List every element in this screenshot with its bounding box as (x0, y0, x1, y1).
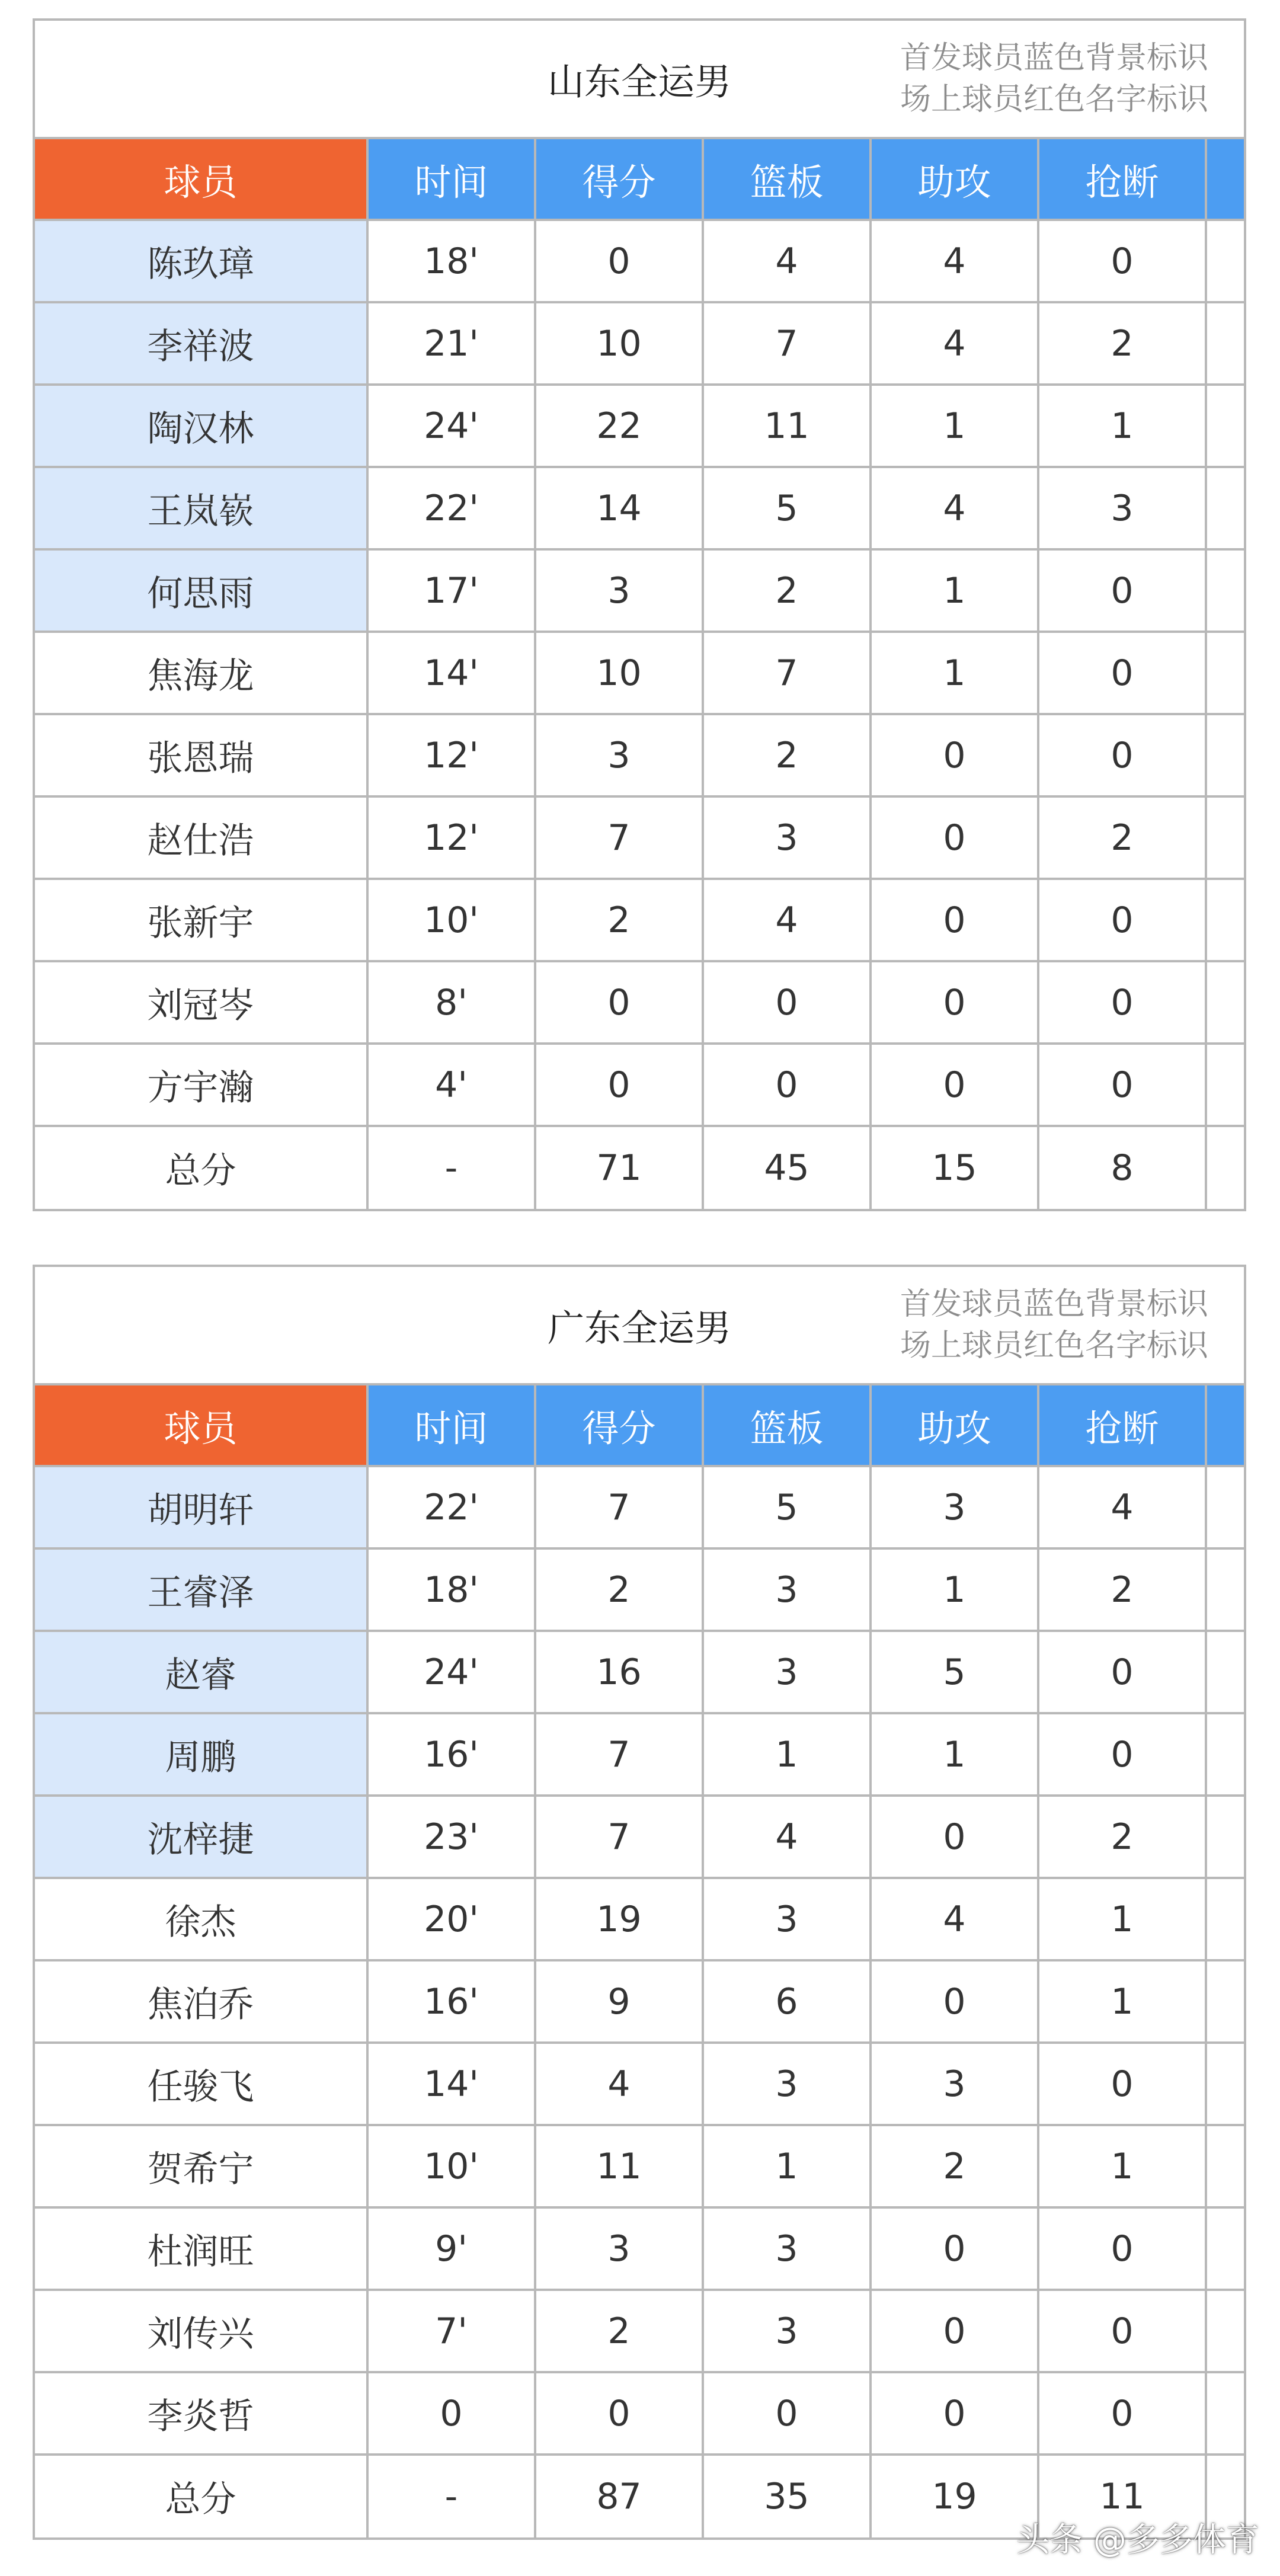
player-points: 0 (535, 961, 703, 1044)
player-rebounds: 0 (703, 2372, 871, 2455)
player-time: 16' (367, 1960, 535, 2043)
player-steals: 2 (1038, 1796, 1206, 1878)
player-time: 21' (367, 302, 535, 385)
player-steals: 0 (1038, 2372, 1206, 2455)
total-steals: 11 (1038, 2455, 1206, 2539)
player-assists: 0 (871, 714, 1038, 796)
total-time: - (367, 1126, 535, 1210)
player-points: 22 (535, 385, 703, 467)
extra-cell (1206, 1796, 1245, 1878)
player-name: 杜润旺 (34, 2207, 367, 2290)
player-time: 0 (367, 2372, 535, 2455)
header-player: 球员 (34, 138, 367, 220)
extra-cell (1206, 1713, 1245, 1796)
player-time: 7' (367, 2290, 535, 2372)
player-rebounds: 7 (703, 302, 871, 385)
player-name: 陶汉林 (34, 385, 367, 467)
player-rebounds: 3 (703, 2290, 871, 2372)
extra-cell (1206, 467, 1245, 549)
column-header-row (34, 138, 1245, 220)
player-assists: 3 (871, 1466, 1038, 1548)
player-row (34, 2207, 1245, 2290)
player-row (34, 1044, 1245, 1126)
player-points: 19 (535, 1878, 703, 1960)
player-assists: 0 (871, 796, 1038, 879)
header-assists: 助攻 (871, 138, 1038, 220)
header-points: 得分 (535, 138, 703, 220)
player-time: 18' (367, 220, 535, 302)
header-rebounds: 篮板 (703, 138, 871, 220)
player-points: 7 (535, 1796, 703, 1878)
player-assists: 0 (871, 2372, 1038, 2455)
player-name: 胡明轩 (34, 1466, 367, 1548)
player-points: 0 (535, 220, 703, 302)
player-time: 10' (367, 879, 535, 961)
player-name: 赵仕浩 (34, 796, 367, 879)
player-name: 王岚嵚 (34, 467, 367, 549)
team-stats-table (33, 1265, 1246, 2540)
extra-cell (1206, 2125, 1245, 2207)
player-assists: 4 (871, 220, 1038, 302)
player-steals: 0 (1038, 2290, 1206, 2372)
player-row (34, 1713, 1245, 1796)
player-assists: 0 (871, 879, 1038, 961)
player-time: 16' (367, 1713, 535, 1796)
player-steals: 0 (1038, 961, 1206, 1044)
player-assists: 0 (871, 961, 1038, 1044)
player-time: 12' (367, 796, 535, 879)
player-time: 20' (367, 1878, 535, 1960)
extra-cell (1206, 2043, 1245, 2125)
header-time: 时间 (367, 1384, 535, 1466)
player-time: 4' (367, 1044, 535, 1126)
player-rebounds: 4 (703, 1796, 871, 1878)
player-steals: 0 (1038, 549, 1206, 632)
legend-note (900, 37, 1208, 120)
player-points: 7 (535, 1466, 703, 1548)
player-points: 2 (535, 1548, 703, 1631)
extra-cell (1206, 1044, 1245, 1126)
player-name: 张恩瑞 (34, 714, 367, 796)
player-steals: 1 (1038, 2125, 1206, 2207)
player-steals: 0 (1038, 1044, 1206, 1126)
player-row (34, 1878, 1245, 1960)
extra-cell (1206, 1126, 1245, 1210)
player-assists: 4 (871, 302, 1038, 385)
player-name: 张新宇 (34, 879, 367, 961)
player-steals: 0 (1038, 220, 1206, 302)
player-name: 方宇瀚 (34, 1044, 367, 1126)
player-steals: 1 (1038, 385, 1206, 467)
extra-cell (1206, 302, 1245, 385)
legend-oncourt-note: 场上球员红色名字标识 (900, 1328, 1208, 1364)
extra-cell (1206, 961, 1245, 1044)
player-rebounds: 6 (703, 1960, 871, 2043)
player-rebounds: 5 (703, 467, 871, 549)
player-assists: 1 (871, 632, 1038, 714)
player-assists: 1 (871, 385, 1038, 467)
header-extra (1206, 1384, 1245, 1466)
player-row (34, 1548, 1245, 1631)
player-time: 18' (367, 1548, 535, 1631)
total-label: 总分 (34, 1126, 367, 1210)
player-rebounds: 2 (703, 549, 871, 632)
player-points: 3 (535, 549, 703, 632)
extra-cell (1206, 879, 1245, 961)
player-rebounds: 3 (703, 1878, 871, 1960)
player-row (34, 1960, 1245, 2043)
player-points: 2 (535, 2290, 703, 2372)
player-assists: 4 (871, 1878, 1038, 1960)
player-rebounds: 11 (703, 385, 871, 467)
player-points: 4 (535, 2043, 703, 2125)
legend-starter-note: 首发球员蓝色背景标识 (900, 1287, 1208, 1322)
player-row (34, 220, 1245, 302)
player-points: 14 (535, 467, 703, 549)
extra-cell (1206, 1631, 1245, 1713)
table-title-row (34, 1266, 1245, 1384)
player-row (34, 879, 1245, 961)
legend-oncourt-note: 场上球员红色名字标识 (900, 82, 1208, 117)
player-row (34, 796, 1245, 879)
header-extra (1206, 138, 1245, 220)
player-points: 7 (535, 1713, 703, 1796)
player-time: 14' (367, 2043, 535, 2125)
team-title: 山东全运男 (547, 60, 731, 104)
team-title: 广东全运男 (547, 1306, 731, 1350)
player-row (34, 714, 1245, 796)
player-points: 16 (535, 1631, 703, 1713)
player-rebounds: 2 (703, 714, 871, 796)
extra-cell (1206, 1548, 1245, 1631)
player-points: 0 (535, 2372, 703, 2455)
player-row (34, 2043, 1245, 2125)
player-assists: 0 (871, 1044, 1038, 1126)
extra-cell (1206, 632, 1245, 714)
player-steals: 3 (1038, 467, 1206, 549)
player-time: 24' (367, 1631, 535, 1713)
header-assists: 助攻 (871, 1384, 1038, 1466)
player-time: 8' (367, 961, 535, 1044)
player-row (34, 632, 1245, 714)
player-assists: 1 (871, 549, 1038, 632)
player-points: 10 (535, 302, 703, 385)
player-time: 12' (367, 714, 535, 796)
player-steals: 0 (1038, 1631, 1206, 1713)
player-steals: 0 (1038, 632, 1206, 714)
extra-cell (1206, 1466, 1245, 1548)
player-name: 刘传兴 (34, 2290, 367, 2372)
total-assists: 15 (871, 1126, 1038, 1210)
legend-starter-note: 首发球员蓝色背景标识 (900, 40, 1208, 76)
extra-cell (1206, 2372, 1245, 2455)
total-time: - (367, 2455, 535, 2539)
player-assists: 0 (871, 1960, 1038, 2043)
player-steals: 1 (1038, 1878, 1206, 1960)
total-rebounds: 35 (703, 2455, 871, 2539)
source-watermark: 头条 @多多体育 (1016, 2521, 1259, 2559)
player-rebounds: 4 (703, 879, 871, 961)
player-points: 3 (535, 714, 703, 796)
header-steals: 抢断 (1038, 138, 1206, 220)
extra-cell (1206, 1878, 1245, 1960)
player-assists: 0 (871, 1796, 1038, 1878)
player-name: 陈玖璋 (34, 220, 367, 302)
extra-cell (1206, 2290, 1245, 2372)
player-steals: 0 (1038, 2207, 1206, 2290)
player-rebounds: 1 (703, 2125, 871, 2207)
player-name: 焦泊乔 (34, 1960, 367, 2043)
extra-cell (1206, 220, 1245, 302)
extra-cell (1206, 1960, 1245, 2043)
player-points: 2 (535, 879, 703, 961)
extra-cell (1206, 714, 1245, 796)
player-row (34, 1466, 1245, 1548)
player-assists: 5 (871, 1631, 1038, 1713)
header-steals: 抢断 (1038, 1384, 1206, 1466)
player-name: 沈梓捷 (34, 1796, 367, 1878)
total-points: 87 (535, 2455, 703, 2539)
table-title-cell (34, 1266, 1245, 1384)
player-points: 9 (535, 1960, 703, 2043)
player-points: 11 (535, 2125, 703, 2207)
player-name: 徐杰 (34, 1878, 367, 1960)
player-steals: 0 (1038, 714, 1206, 796)
total-rebounds: 45 (703, 1126, 871, 1210)
player-time: 24' (367, 385, 535, 467)
player-steals: 1 (1038, 1960, 1206, 2043)
extra-cell (1206, 2207, 1245, 2290)
player-assists: 0 (871, 2290, 1038, 2372)
player-time: 22' (367, 1466, 535, 1548)
player-time: 22' (367, 467, 535, 549)
player-rebounds: 0 (703, 1044, 871, 1126)
team-stats-table (33, 18, 1246, 1211)
player-points: 0 (535, 1044, 703, 1126)
player-row (34, 961, 1245, 1044)
player-points: 3 (535, 2207, 703, 2290)
player-rebounds: 4 (703, 220, 871, 302)
player-rebounds: 3 (703, 796, 871, 879)
player-row (34, 549, 1245, 632)
player-assists: 2 (871, 2125, 1038, 2207)
player-row (34, 302, 1245, 385)
player-assists: 3 (871, 2043, 1038, 2125)
player-time: 14' (367, 632, 535, 714)
player-name: 任骏飞 (34, 2043, 367, 2125)
player-time: 23' (367, 1796, 535, 1878)
player-row (34, 467, 1245, 549)
player-steals: 0 (1038, 2043, 1206, 2125)
player-steals: 0 (1038, 879, 1206, 961)
player-row (34, 2125, 1245, 2207)
player-rebounds: 3 (703, 2043, 871, 2125)
table-title-cell (34, 20, 1245, 138)
player-name: 刘冠岑 (34, 961, 367, 1044)
extra-cell (1206, 385, 1245, 467)
player-points: 7 (535, 796, 703, 879)
header-points: 得分 (535, 1384, 703, 1466)
extra-cell (1206, 549, 1245, 632)
player-row (34, 2372, 1245, 2455)
player-name: 焦海龙 (34, 632, 367, 714)
player-rebounds: 7 (703, 632, 871, 714)
player-row (34, 2290, 1245, 2372)
legend-note (900, 1284, 1208, 1367)
player-row (34, 1631, 1245, 1713)
player-row (34, 385, 1245, 467)
total-points: 71 (535, 1126, 703, 1210)
player-rebounds: 1 (703, 1713, 871, 1796)
header-rebounds: 篮板 (703, 1384, 871, 1466)
total-assists: 19 (871, 2455, 1038, 2539)
player-assists: 1 (871, 1548, 1038, 1631)
player-rebounds: 3 (703, 2207, 871, 2290)
player-name: 贺希宁 (34, 2125, 367, 2207)
player-name: 王睿泽 (34, 1548, 367, 1631)
player-steals: 2 (1038, 1548, 1206, 1631)
player-time: 9' (367, 2207, 535, 2290)
player-assists: 1 (871, 1713, 1038, 1796)
player-name: 赵睿 (34, 1631, 367, 1713)
player-time: 10' (367, 2125, 535, 2207)
table-title-row (34, 20, 1245, 138)
header-player: 球员 (34, 1384, 367, 1466)
player-steals: 2 (1038, 302, 1206, 385)
player-steals: 0 (1038, 1713, 1206, 1796)
player-steals: 4 (1038, 1466, 1206, 1548)
total-label: 总分 (34, 2455, 367, 2539)
player-row (34, 1796, 1245, 1878)
player-name: 李炎哲 (34, 2372, 367, 2455)
player-assists: 4 (871, 467, 1038, 549)
total-row (34, 1126, 1245, 1210)
player-assists: 0 (871, 2207, 1038, 2290)
player-rebounds: 3 (703, 1631, 871, 1713)
player-time: 17' (367, 549, 535, 632)
player-rebounds: 3 (703, 1548, 871, 1631)
column-header-row (34, 1384, 1245, 1466)
player-name: 何思雨 (34, 549, 367, 632)
extra-cell (1206, 796, 1245, 879)
player-points: 10 (535, 632, 703, 714)
player-steals: 2 (1038, 796, 1206, 879)
header-time: 时间 (367, 138, 535, 220)
total-steals: 8 (1038, 1126, 1206, 1210)
player-rebounds: 0 (703, 961, 871, 1044)
player-name: 李祥波 (34, 302, 367, 385)
player-rebounds: 5 (703, 1466, 871, 1548)
player-name: 周鹏 (34, 1713, 367, 1796)
